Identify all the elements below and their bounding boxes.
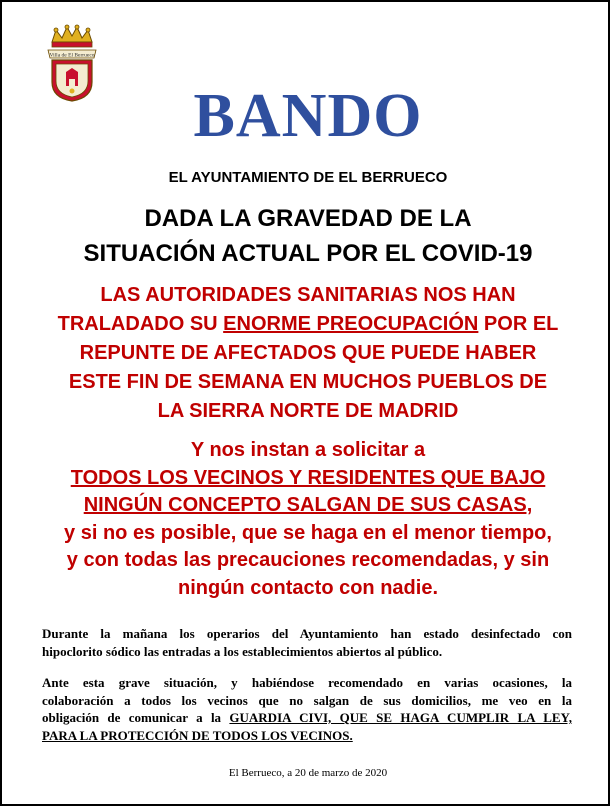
notice-paragraph — [42, 674, 572, 744]
alert-line: ESTE FIN DE SEMANA EN MUCHOS PUEBLOS DE — [68, 371, 548, 393]
paragraph-line: Ante esta grave situación, y habiéndose recomendado en varias ocasiones, la — [42, 675, 572, 690]
alert-emphasis: ENORME PREOCUPACIÓN — [223, 313, 479, 335]
request-line: y con todas las precauciones recomendadas, y sin — [66, 549, 550, 571]
paragraph-line: Durante la mañana los operarios del Ayuntamiento han estado desinfectado con — [42, 626, 572, 641]
request-emphasis-line: NINGÚN CONCEPTO SALGAN DE SUS CASAS, — [83, 494, 533, 516]
page-title: BANDO — [193, 82, 423, 150]
alert-line: REPUNTE DE AFECTADOS QUE PUEDE HABER — [79, 342, 537, 364]
alert-line — [0, 310, 616, 339]
paragraph-line — [42, 709, 572, 727]
disinfection-paragraph — [42, 625, 572, 660]
main-heading — [0, 201, 616, 271]
request-emphasis-line: TODOS LOS VECINOS Y RESIDENTES QUE BAJO — [70, 466, 546, 489]
request-line: ningún contacto con nadie. — [178, 576, 438, 599]
request-line: Y nos instan a solicitar a — [190, 439, 426, 461]
paragraph-emphasis: GUARDIA CIVI, QUE SE HAGA CUMPLIR LA LEY, — [229, 710, 572, 725]
paragraph-line: colaboración a todos los vecinos que no salgan de sus domicilios, me veo en la — [42, 692, 572, 708]
heading-line: SITUACIÓN ACTUAL POR EL COVID-19 — [83, 240, 533, 267]
issuer-subtitle: EL AYUNTAMIENTO DE EL BERRUECO — [168, 169, 448, 186]
paragraph-text: obligación de comunicar a la — [42, 710, 230, 725]
date-signature: El Berrueco, a 20 de marzo de 2020 — [228, 767, 388, 779]
alert-line: LAS AUTORIDADES SANITARIAS NOS HAN — [100, 284, 516, 306]
heading-line: DADA LA GRAVEDAD DE LA — [144, 205, 472, 232]
alert-text: POR EL — [478, 313, 559, 335]
crest-banner-text: Villa de El Berrueco — [49, 52, 95, 59]
request-line: y si no es posible, que se haga en el menor tiempo, — [64, 521, 552, 544]
request-block — [0, 437, 616, 602]
paragraph-emphasis-line: PARA LA PROTECCIÓN DE TODOS LOS VECINOS. — [42, 727, 353, 743]
paragraph-line: hipoclorito sódico las entradas a los establecimientos abiertos al público. — [42, 643, 443, 659]
alert-block — [0, 281, 616, 426]
alert-line: LA SIERRA NORTE DE MADRID — [157, 400, 459, 422]
alert-text: TRALADADO SU — [57, 313, 224, 335]
